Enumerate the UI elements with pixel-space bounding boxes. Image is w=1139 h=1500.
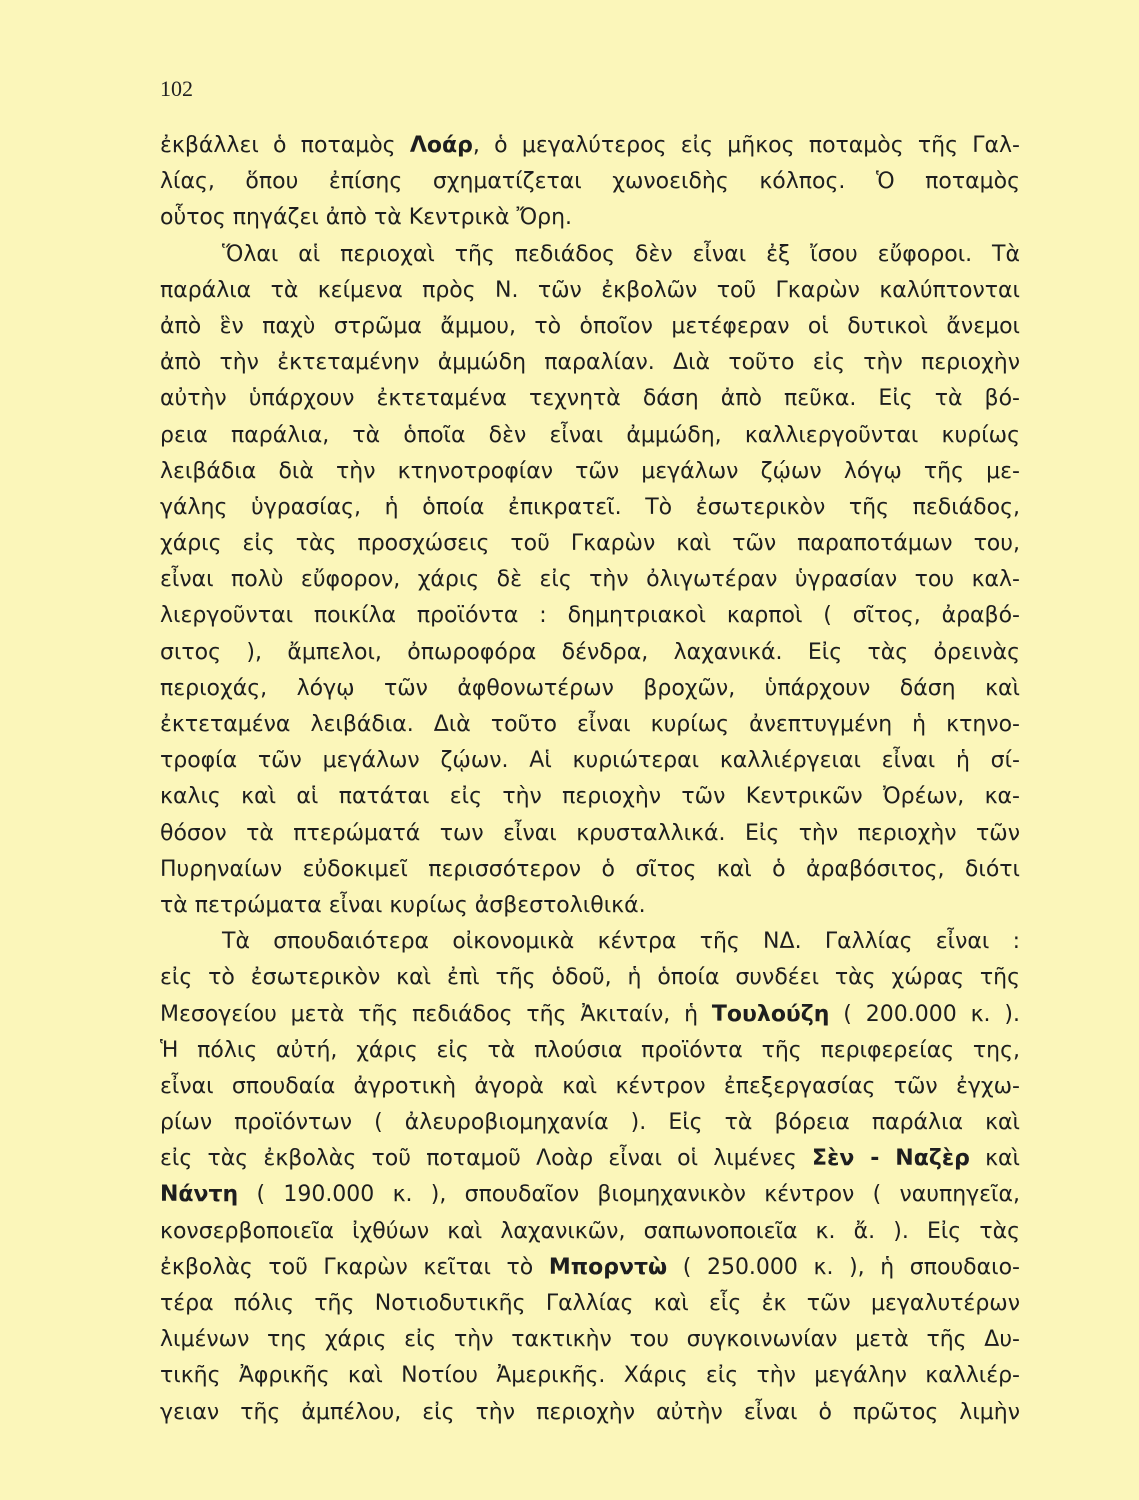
text-line: θόσον τὰ πτερώματά των εἶναι κρυσταλλικά. Εἰς τὴν περιοχὴν τῶν xyxy=(160,820,1020,846)
text-line: Ὅλαι αἱ περιοχαὶ τῆς πεδιάδος δὲν εἶναι ἐξ ἴσου εὔφοροι. Τὰ xyxy=(222,241,1020,267)
text-line: Ἡ πόλις αὐτή, χάρις εἰς τὰ πλούσια προϊόντα τῆς περιφερείας της, xyxy=(160,1037,1020,1063)
text-line: ἐκτεταμένα λειβάδια. Διὰ τοῦτο εἶναι κυρίως ἀνεπτυγμένη ἡ κτηνο- xyxy=(160,712,1020,737)
text-line: τικῆς Ἀφρικῆς καὶ Νοτίου Ἀμερικῆς. Χάρις εἰς τὴν μεγάλην καλλιέρ- xyxy=(160,1363,1020,1389)
text-line: αὐτὴν ὑπάρχουν ἐκτεταμένα τεχνητὰ δάση ἀπὸ πεῦκα. Εἰς τὰ βό- xyxy=(160,386,1020,412)
text-line: κονσερβοποιεῖα ἰχθύων καὶ λαχανικῶν, σαπωνοποιεῖα κ. ἄ. ). Εἰς τὰς xyxy=(160,1218,1020,1244)
text-line: Μεσογείου μετὰ τῆς πεδιάδος τῆς Ἀκιταίν, ἡ Τουλούζη ( 200.000 κ. ). xyxy=(160,1001,1020,1027)
text-line: περιοχάς, λόγῳ τῶν ἀφθονωτέρων βροχῶν, ὑπάρχουν δάση καὶ xyxy=(160,675,1020,701)
text-line: λειβάδια διὰ τὴν κτηνοτροφίαν τῶν μεγάλων ζῴων λόγῳ τῆς με- xyxy=(160,458,1020,484)
text-line: ρεια παράλια, τὰ ὁποῖα δὲν εἶναι ἀμμώδη, καλλιεργοῦνται κυρίως xyxy=(160,422,1020,448)
bold-place-name: Τουλούζη xyxy=(711,1001,830,1027)
text-line: παράλια τὰ κείμενα πρὸς Ν. τῶν ἐκβολῶν τοῦ Γκαρὼν καλύπτονται xyxy=(160,277,1020,303)
text-line: τέρα πόλις τῆς Νοτιοδυτικῆς Γαλλίας καὶ εἷς ἐκ τῶν μεγαλυτέρων xyxy=(160,1291,1020,1316)
text-line: λιμένων της χάρις εἰς τὴν τακτικὴν του συγκοινωνίαν μετὰ τῆς Δυ- xyxy=(160,1327,1020,1353)
bold-place-name: Μπορντὼ xyxy=(548,1254,668,1280)
body-text xyxy=(160,128,1020,1431)
bold-place-name: Λοάρ xyxy=(409,133,473,158)
text-line: Τὰ σπουδαιότερα οἰκονομικὰ κέντρα τῆς ΝΔ. Γαλλίας εἶναι : xyxy=(222,929,1020,955)
text-line: λιεργοῦνται ποικίλα προϊόντα : δημητριακοὶ καρποὶ ( σῖτος, ἀραβό- xyxy=(160,603,1020,629)
text-line: καλις καὶ αἱ πατάται εἰς τὴν περιοχὴν τῶν Κεντρικῶν Ὀρέων, κα- xyxy=(160,784,1020,810)
text-line: εἰς τὰς ἐκβολὰς τοῦ ποταμοῦ Λοὰρ εἶναι οἱ λιμένες Σὲν - Ναζὲρ καὶ xyxy=(160,1146,1021,1172)
text-line: τὰ πετρώματα εἶναι κυρίως ἀσβεστολιθικά. xyxy=(160,892,646,918)
text-line: εἶναι πολὺ εὔφορον, χάρις δὲ εἰς τὴν ὀλιγωτέραν ὑγρασίαν του καλ- xyxy=(160,567,1020,593)
text-line: γάλης ὑγρασίας, ἡ ὁποία ἐπικρατεῖ. Τὸ ἐσωτερικὸν τῆς πεδιάδος, xyxy=(160,494,1020,520)
page-number: 102 xyxy=(160,76,193,101)
text-line: ρίων προϊόντων ( ἀλευροβιομηχανία ). Εἰς τὰ βόρεια παράλια καὶ xyxy=(160,1110,1020,1136)
text-line: Πυρηναίων εὐδοκιμεῖ περισσότερον ὁ σῖτος καὶ ὁ ἀραβόσιτος, διότι xyxy=(160,856,1020,882)
text-line: σιτος ), ἄμπελοι, ὀπωροφόρα δένδρα, λαχανικά. Εἰς τὰς ὀρεινὰς xyxy=(160,639,1020,665)
bold-place-name: Σὲν - Ναζὲρ xyxy=(812,1146,970,1172)
text-line: ἐκβολὰς τοῦ Γκαρὼν κεῖται τὸ Μπορντὼ ( 250.000 κ. ), ἡ σπουδαιο- xyxy=(160,1254,1020,1280)
bold-place-name: Νάντη xyxy=(160,1182,239,1208)
text-line: ἐκβάλλει ὁ ποταμὸς Λοάρ, ὁ μεγαλύτερος εἰς μῆκος ποταμὸς τῆς Γαλ- xyxy=(160,133,1020,158)
text-line: τροφία τῶν μεγάλων ζῴων. Αἱ κυριώτεραι καλλιέργειαι εἶναι ἡ σί- xyxy=(160,748,1020,774)
text-line: Νάντη ( 190.000 κ. ), σπουδαῖον βιομηχανικὸν κέντρον ( ναυπηγεῖα, xyxy=(160,1182,1020,1208)
text-line: χάρις εἰς τὰς προσχώσεις τοῦ Γκαρὼν καὶ τῶν παραποτάμων του, xyxy=(160,531,1020,557)
text-line: εἶναι σπουδαία ἀγροτικὴ ἀγορὰ καὶ κέντρον ἐπεξεργασίας τῶν ἐγχω- xyxy=(160,1073,1020,1099)
text-line: εἰς τὸ ἐσωτερικὸν καὶ ἐπὶ τῆς ὁδοῦ, ἡ ὁποία συνδέει τὰς χώρας τῆς xyxy=(160,965,1020,991)
text-line: λίας, ὅπου ἐπίσης σχηματίζεται χωνοειδὴς κόλπος. Ὁ ποταμὸς xyxy=(160,169,1020,195)
text-line: γειαν τῆς ἀμπέλου, εἰς τὴν περιοχὴν αὐτὴν εἶναι ὁ πρῶτος λιμὴν xyxy=(160,1399,1020,1425)
text-line: ἀπὸ ἓν παχὺ στρῶμα ἄμμου, τὸ ὁποῖον μετέφεραν οἱ δυτικοὶ ἄνεμοι xyxy=(160,313,1020,339)
text-line: ἀπὸ τὴν ἐκτεταμένην ἀμμώδη παραλίαν. Διὰ τοῦτο εἰς τὴν περιοχὴν xyxy=(160,350,1020,376)
text-line: οὗτος πηγάζει ἀπὸ τὰ Κεντρικὰ Ὄρη. xyxy=(160,205,573,231)
